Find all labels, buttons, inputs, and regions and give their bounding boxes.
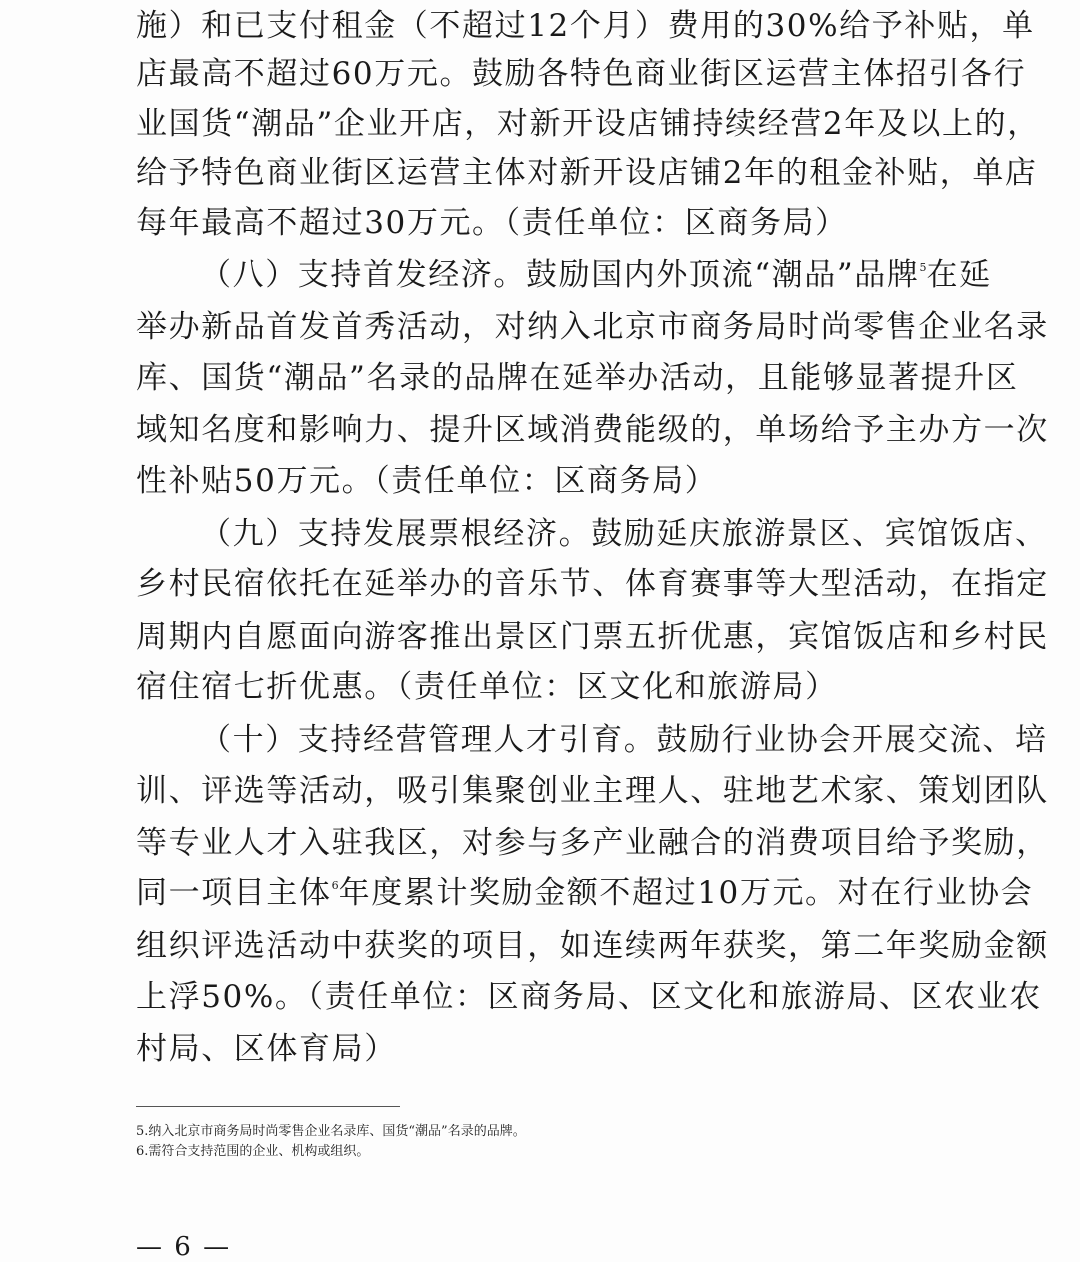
body-text: 在延 [926,257,992,293]
footnote-5: 5.纳入北京市商务局时尚零售企业名录库、国货“潮品”名录的品牌。 [136,1124,526,1139]
body-line: 乡村民宿依托在延举办的音乐节、体育赛事等大型活动，在指定 [136,566,1049,602]
footnote-6: 6.需符合支持范围的企业、机构或组织。 [136,1144,370,1159]
body-text: 同一项目主体 [136,875,332,911]
body-line: 宿住宿七折优惠。（责任单位：区文化和旅游局） [136,669,838,705]
body-line: 周期内自愿面向游客推出景区门票五折优惠，宾馆饭店和乡村民 [136,619,1049,655]
body-line: 业国货“潮品”企业开店，对新开设店铺持续经营2年及以上的， [136,106,1040,142]
body-line: 性补贴50万元。（责任单位：区商务局） [136,463,718,499]
body-line: 上浮50%。（责任单位：区商务局、区文化和旅游局、区农业农 [136,979,1042,1015]
body-line: 举办新品首发首秀活动，对纳入北京市商务局时尚零售企业名录 [136,309,1049,345]
body-line: 村局、区体育局） [136,1031,397,1067]
body-text: 年度累计奖励金额不超过10万元。对在行业协会 [338,875,1034,911]
body-line: 等专业人才入驻我区，对参与多产业融合的消费项目给予奖励， [136,825,1049,861]
footnote-ref-5: 5 [919,261,927,274]
section-8-heading-line [200,249,992,301]
body-line: 店最高不超过60万元。鼓励各特色商业街区运营主体招引各行 [136,56,1027,92]
footnote-divider [136,1106,400,1107]
page-number: — 6 — [136,1232,232,1262]
footnote-ref-6: 6 [331,879,339,892]
section-9-heading-line: （九）支持发展票根经济。鼓励延庆旅游景区、宾馆饭店、 [200,516,1048,552]
body-text: （八）支持首发经济。鼓励国内外顶流“潮品”品牌 [200,257,920,293]
body-line-with-footnote [136,867,1033,919]
body-line: 组织评选活动中获奖的项目，如连续两年获奖，第二年奖励金额 [136,928,1049,964]
body-line: 库、国货“潮品”名录的品牌在延举办活动，且能够显著提升区 [136,360,1019,396]
body-line: 给予特色商业街区运营主体对新开设店铺2年的租金补贴，单店 [136,155,1038,191]
section-10-heading-line: （十）支持经营管理人才引育。鼓励行业协会开展交流、培 [200,722,1048,758]
body-line: 域知名度和影响力、提升区域消费能级的，单场给予主办方一次 [136,412,1049,448]
body-line: 每年最高不超过30万元。（责任单位：区商务局） [136,205,848,241]
body-line: 训、评选等活动，吸引集聚创业主理人、驻地艺术家、策划团队 [136,773,1049,809]
body-line: 施）和已支付租金（不超过12个月）费用的30%给予补贴，单 [136,8,1035,44]
